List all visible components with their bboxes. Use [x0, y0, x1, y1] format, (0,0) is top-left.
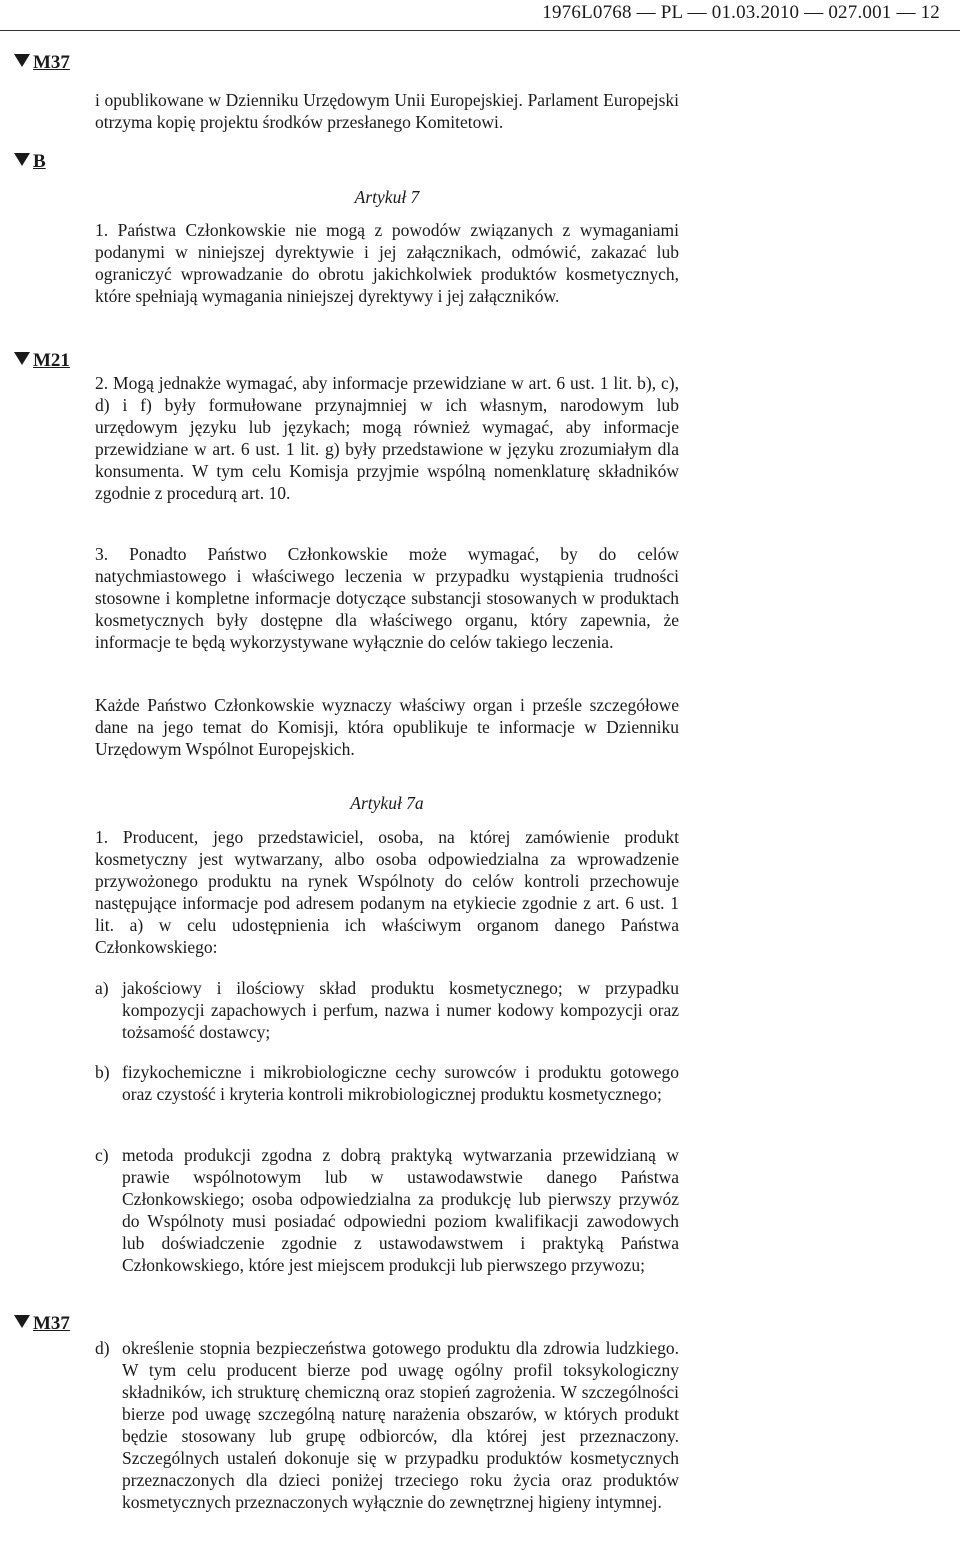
article7-paragraph-1: 1. Państwa Członkowskie nie mogą z powodów związanych z wymaganiami podanymi w niniejszej dyrektywie i jej załącznikach, odmówić, zakazać lub ograniczyć wprowadzanie do obrotu jakichkolwiek produktów kosmetycznych, które spełniają wymagania niniejszej dyrektywy i jej załączników.	[95, 220, 679, 306]
amendment-marker-m37-second	[14, 1313, 70, 1335]
article-heading-7: Artykuł 7	[354, 187, 420, 207]
article7-paragraph-4: Każde Państwo Członkowskie wyznaczy właściwy organ i prześle szczegółowe dane na jego temat do Komisji, która opublikuje te informacje w Dzienniku Urzędowym Wspólnot Europejskich.	[95, 695, 679, 759]
triangle-down-icon	[14, 1315, 30, 1328]
list-item-text: metoda produkcji zgodna z dobrą praktyką wytwarzania przewidzianą w prawie wspólnotowym lub w ustawodawstwie danego Państwa Członkowskiego; osoba odpowiedzialna za produkcję lub pierwszy przywóz do Wspólnoty musi posiadać odpowiedni poziom kwalifikacji zawodowych lub doświadczenie zgodnie z ustawodawstwem i praktyką Państwa Członkowskiego, które jest miejscem produkcji lub pierwszego przywozu;	[122, 1145, 679, 1275]
marker-code: M37	[33, 52, 70, 73]
list-item-label: d)	[95, 1338, 110, 1358]
amendment-marker-m21	[14, 350, 70, 372]
header-rule	[0, 30, 960, 31]
list-item-label: b)	[95, 1062, 110, 1082]
list-item-text: określenie stopnia bezpieczeństwa gotowego produktu dla zdrowia ludzkiego. W tym celu producent bierze pod uwagę ogólny profil toksykologiczny składników, ich strukturę chemiczną oraz stopień zagrożenia. W szczególności bierze pod uwagę szczególną naturę narażenia obszarów, w których produkt będzie stosowany lub grupę odbiorców, dla której jest przeznaczony. Szczególnych ustaleń dokonuje się w przypadku produktów kosmetycznych przeznaczonych dla dzieci poniżej trzeciego roku życia oraz produktów kosmetycznych przeznaczonych wyłącznie do zewnętrznej higieny intymnej.	[122, 1338, 679, 1512]
list-item-label: a)	[95, 978, 109, 998]
marker-code: M37	[33, 1313, 70, 1334]
intro-paragraph: i opublikowane w Dzienniku Urzędowym Unii Europejskiej. Parlament Europejski otrzyma kopię projektu środków przesłanego Komitetowi.	[95, 90, 679, 132]
list-item-text: fizykochemiczne i mikrobiologiczne cechy surowców i produktu gotowego oraz czystość i kryteria kontroli mikrobiologicznej produktu kosmetycznego;	[122, 1062, 679, 1104]
article7-paragraph-2: 2. Mogą jednakże wymagać, aby informacje przewidziane w art. 6 ust. 1 lit. b), c), d) i f) były formułowane przynajmniej w ich własnym, narodowym lub urzędowym języku lub językach; mogą również wymagać, aby informacje przewidziane w art. 6 ust. 1 lit. g) były przedstawione w języku zrozumiałym dla konsumenta. W tym celu Komisja przyjmie wspólną nomenklaturę składników zgodnie z procedurą art. 10.	[95, 373, 679, 503]
article7a-paragraph-1: 1. Producent, jego przedstawiciel, osoba, na której zamówienie produkt kosmetyczny jest wytwarzany, albo osoba odpowiedzialna za wprowadzenie przywożonego produktu na rynek Wspólnoty do celów kontroli przechowuje następujące informacje pod adresem podanym na etykiecie zgodnie z art. 6 ust. 1 lit. a) w celu udostępnienia ich właściwym organom danego Państwa Członkowskiego:	[95, 827, 679, 957]
article-heading-7a: Artykuł 7a	[350, 793, 424, 813]
triangle-down-icon	[14, 352, 30, 365]
triangle-down-icon	[14, 54, 30, 67]
document-reference: 1976L0768 — PL — 01.03.2010 — 027.001 — 12	[542, 2, 940, 23]
list-item-label: c)	[95, 1145, 109, 1165]
marker-code: B	[33, 151, 46, 172]
article7-paragraph-3: 3. Ponadto Państwo Członkowskie może wymagać, by do celów natychmiastowego i właściwego leczenia w przypadku wystąpienia trudności stosowne i kompletne informacje dotyczące substancji stosowanych w produktach kosmetycznych były dostępne dla właściwego organu, który zapewnia, że informacje te będą wykorzystywane wyłącznie do celów takiego leczenia.	[95, 544, 679, 652]
amendment-marker-m37	[14, 52, 70, 74]
marker-code: M21	[33, 350, 70, 371]
triangle-down-icon	[14, 153, 30, 166]
amendment-marker-b	[14, 151, 46, 173]
list-item-text: jakościowy i ilościowy skład produktu kosmetycznego; w przypadku kompozycji zapachowych i perfum, nazwa i numer kodowy kompozycji oraz tożsamość dostawcy;	[122, 978, 679, 1042]
